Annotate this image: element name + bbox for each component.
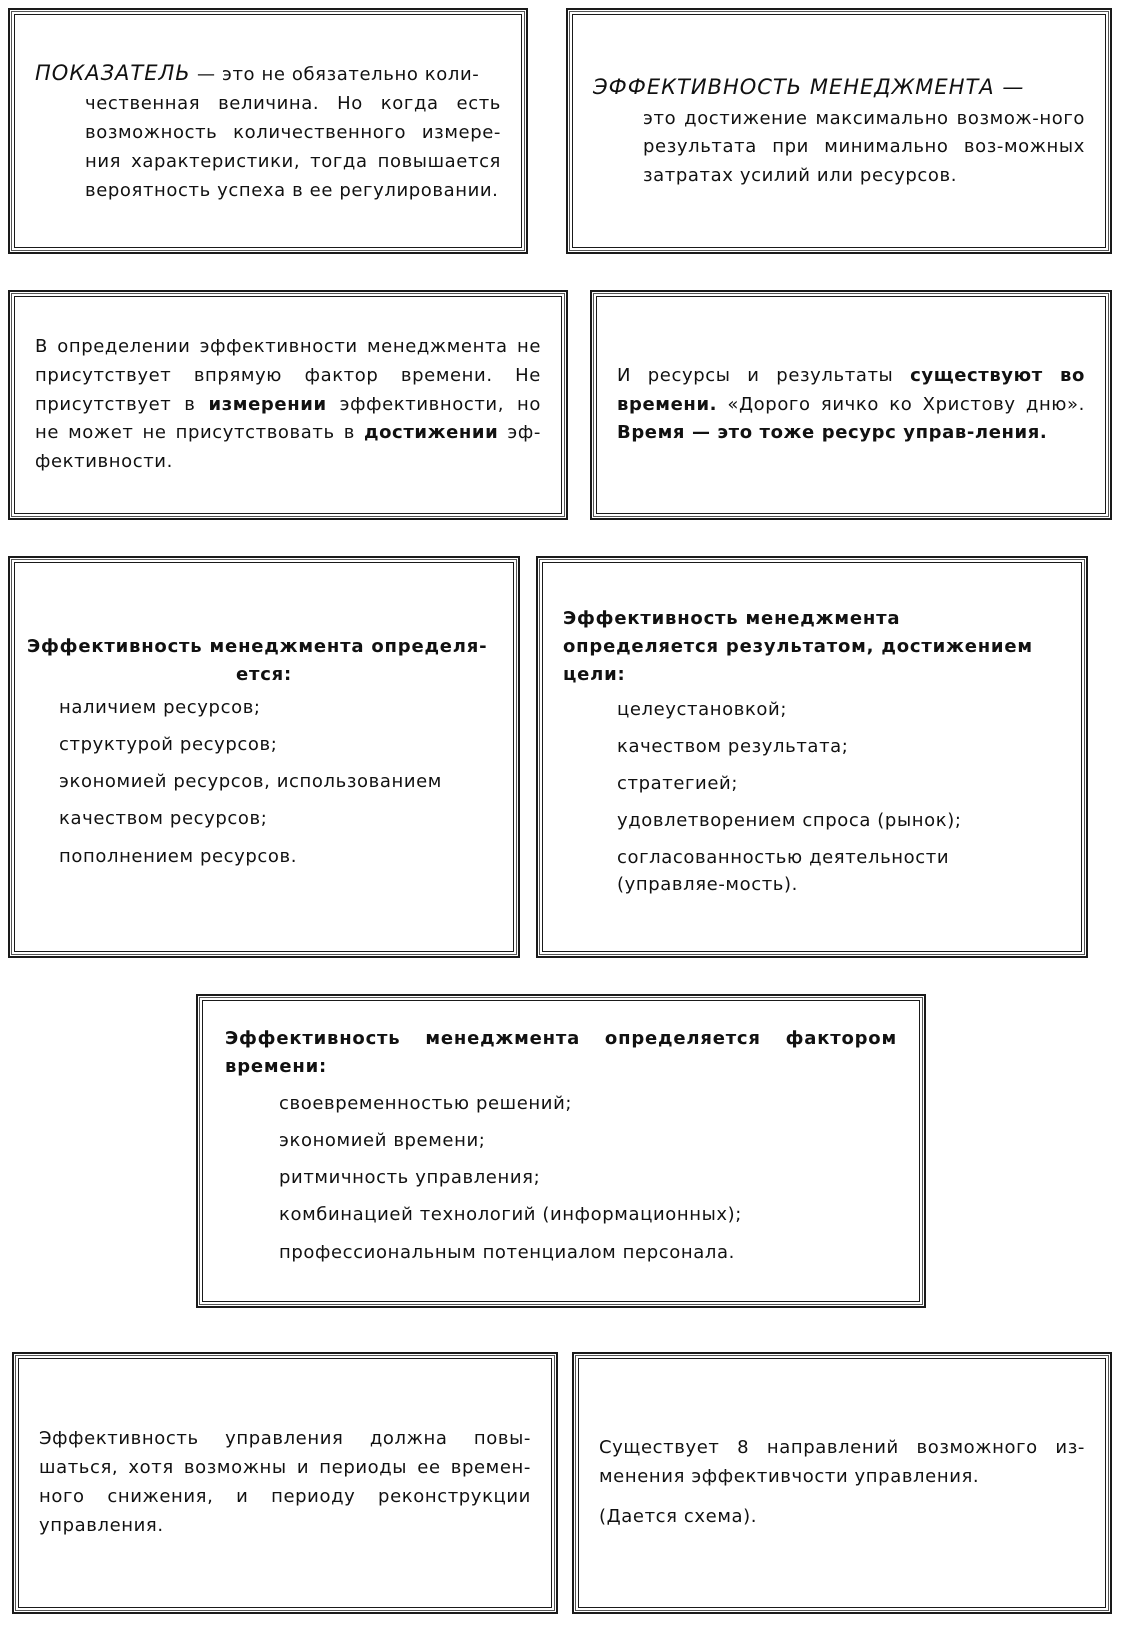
list-item: своевременностью решений; — [279, 1093, 573, 1115]
card-by-result-content — [542, 562, 1082, 952]
time-factor-part1: В определении эффективности менеджмента не присутствует впрямую фактор времени. Не присутствует в — [35, 336, 541, 415]
directions-line1: Существует 8 направлений возможного из-менения эффективчости управления. — [599, 1436, 1085, 1487]
efficiency-term: ЭФФЕКТИВНОСТЬ МЕНЕДЖМЕНТА — — [593, 75, 1025, 99]
by-result-list — [563, 697, 1061, 909]
list-item: комбинацией технологий (информационных); — [279, 1204, 742, 1226]
indicator-term: ПОКАЗАТЕЛЬ — [35, 60, 191, 85]
card-resources-time-content — [596, 296, 1106, 514]
by-resources-heading-line2: ется: — [235, 664, 293, 686]
by-result-heading: Эффективность менеджмента определяется результатом, достижением цели: — [563, 608, 1033, 686]
indicator-first-line — [35, 57, 501, 91]
list-item: качеством результата; — [617, 736, 849, 758]
resources-time-bold2: Время — это тоже ресурс управ-ления. — [617, 422, 1048, 444]
list-item: удовлетворением спроса (рынок); — [617, 810, 962, 832]
card-time-factor — [8, 290, 568, 520]
list-item: экономией времени; — [279, 1130, 486, 1152]
by-resources-heading-line1: Эффективность менеджмента определя- — [27, 636, 488, 658]
resources-time-part2: «Дорого яичко ко Христову дню». — [727, 393, 1085, 415]
card-efficiency-content — [572, 14, 1106, 248]
card-directions-content — [578, 1358, 1106, 1608]
time-factor-part2: эффективности, но не может не присутствовать в — [35, 393, 541, 444]
by-time-list — [225, 1091, 897, 1276]
list-item: профессиональным потенциалом персонала. — [279, 1241, 735, 1263]
card-increase — [12, 1352, 558, 1614]
resources-time-bold1: существуют во времени. — [617, 364, 1086, 415]
time-factor-part3: эф-фективности. — [35, 422, 541, 473]
indicator-body-text: чественная величина. Но когда есть возможность количественного измере-ния характеристики, тогда повышается вероятность успеха в ее регулировании. — [85, 93, 501, 201]
card-directions — [572, 1352, 1112, 1614]
card-efficiency-definition — [566, 8, 1112, 254]
card-by-resources — [8, 556, 520, 958]
card-by-time — [196, 994, 926, 1308]
list-item: целеустановкой; — [617, 699, 788, 721]
card-resources-time — [590, 290, 1112, 520]
by-time-heading: Эффективность менеджмента определяется фактором времени: — [225, 1028, 897, 1078]
resources-time-part1: И ресурсы и результаты — [617, 364, 894, 386]
card-by-result — [536, 556, 1088, 958]
resources-time-text — [617, 362, 1085, 448]
increase-body: Эффективность управления должна повы-шаться, хотя возможны и периоды ее времен-ного снижения, и периоду реконструкции управления. — [39, 1428, 531, 1536]
directions-line2: (Дается схема). — [599, 1506, 758, 1528]
list-item: структурой ресурсов; — [59, 734, 278, 756]
by-resources-list — [27, 695, 501, 880]
time-factor-text — [35, 333, 541, 477]
card-increase-content — [18, 1358, 552, 1608]
list-item: согласованностью деятельности (управляе-мость). — [617, 847, 950, 895]
card-by-resources-content — [14, 562, 514, 952]
list-item: качеством ресурсов; — [59, 808, 268, 830]
card-indicator-content — [14, 14, 522, 248]
list-item: стратегией; — [617, 773, 738, 795]
list-item: ритмичность управления; — [279, 1167, 541, 1189]
time-factor-bold-achievement: достижении — [363, 422, 499, 444]
card-indicator-definition — [8, 8, 528, 254]
list-item: пополнением ресурсов. — [59, 845, 298, 867]
card-by-time-content — [202, 1000, 920, 1302]
time-factor-bold-measurement: измерении — [208, 393, 327, 415]
card-time-factor-content — [14, 296, 562, 514]
efficiency-body: это достижение максимально возмож-ного результата при минимально воз-можных затратах усилий или ресурсов. — [643, 107, 1085, 187]
list-item: наличием ресурсов; — [59, 697, 261, 719]
list-item: экономией ресурсов, использованием — [59, 771, 442, 793]
indicator-lead: — это не обязательно коли- — [197, 63, 480, 85]
indicator-body — [35, 90, 501, 205]
